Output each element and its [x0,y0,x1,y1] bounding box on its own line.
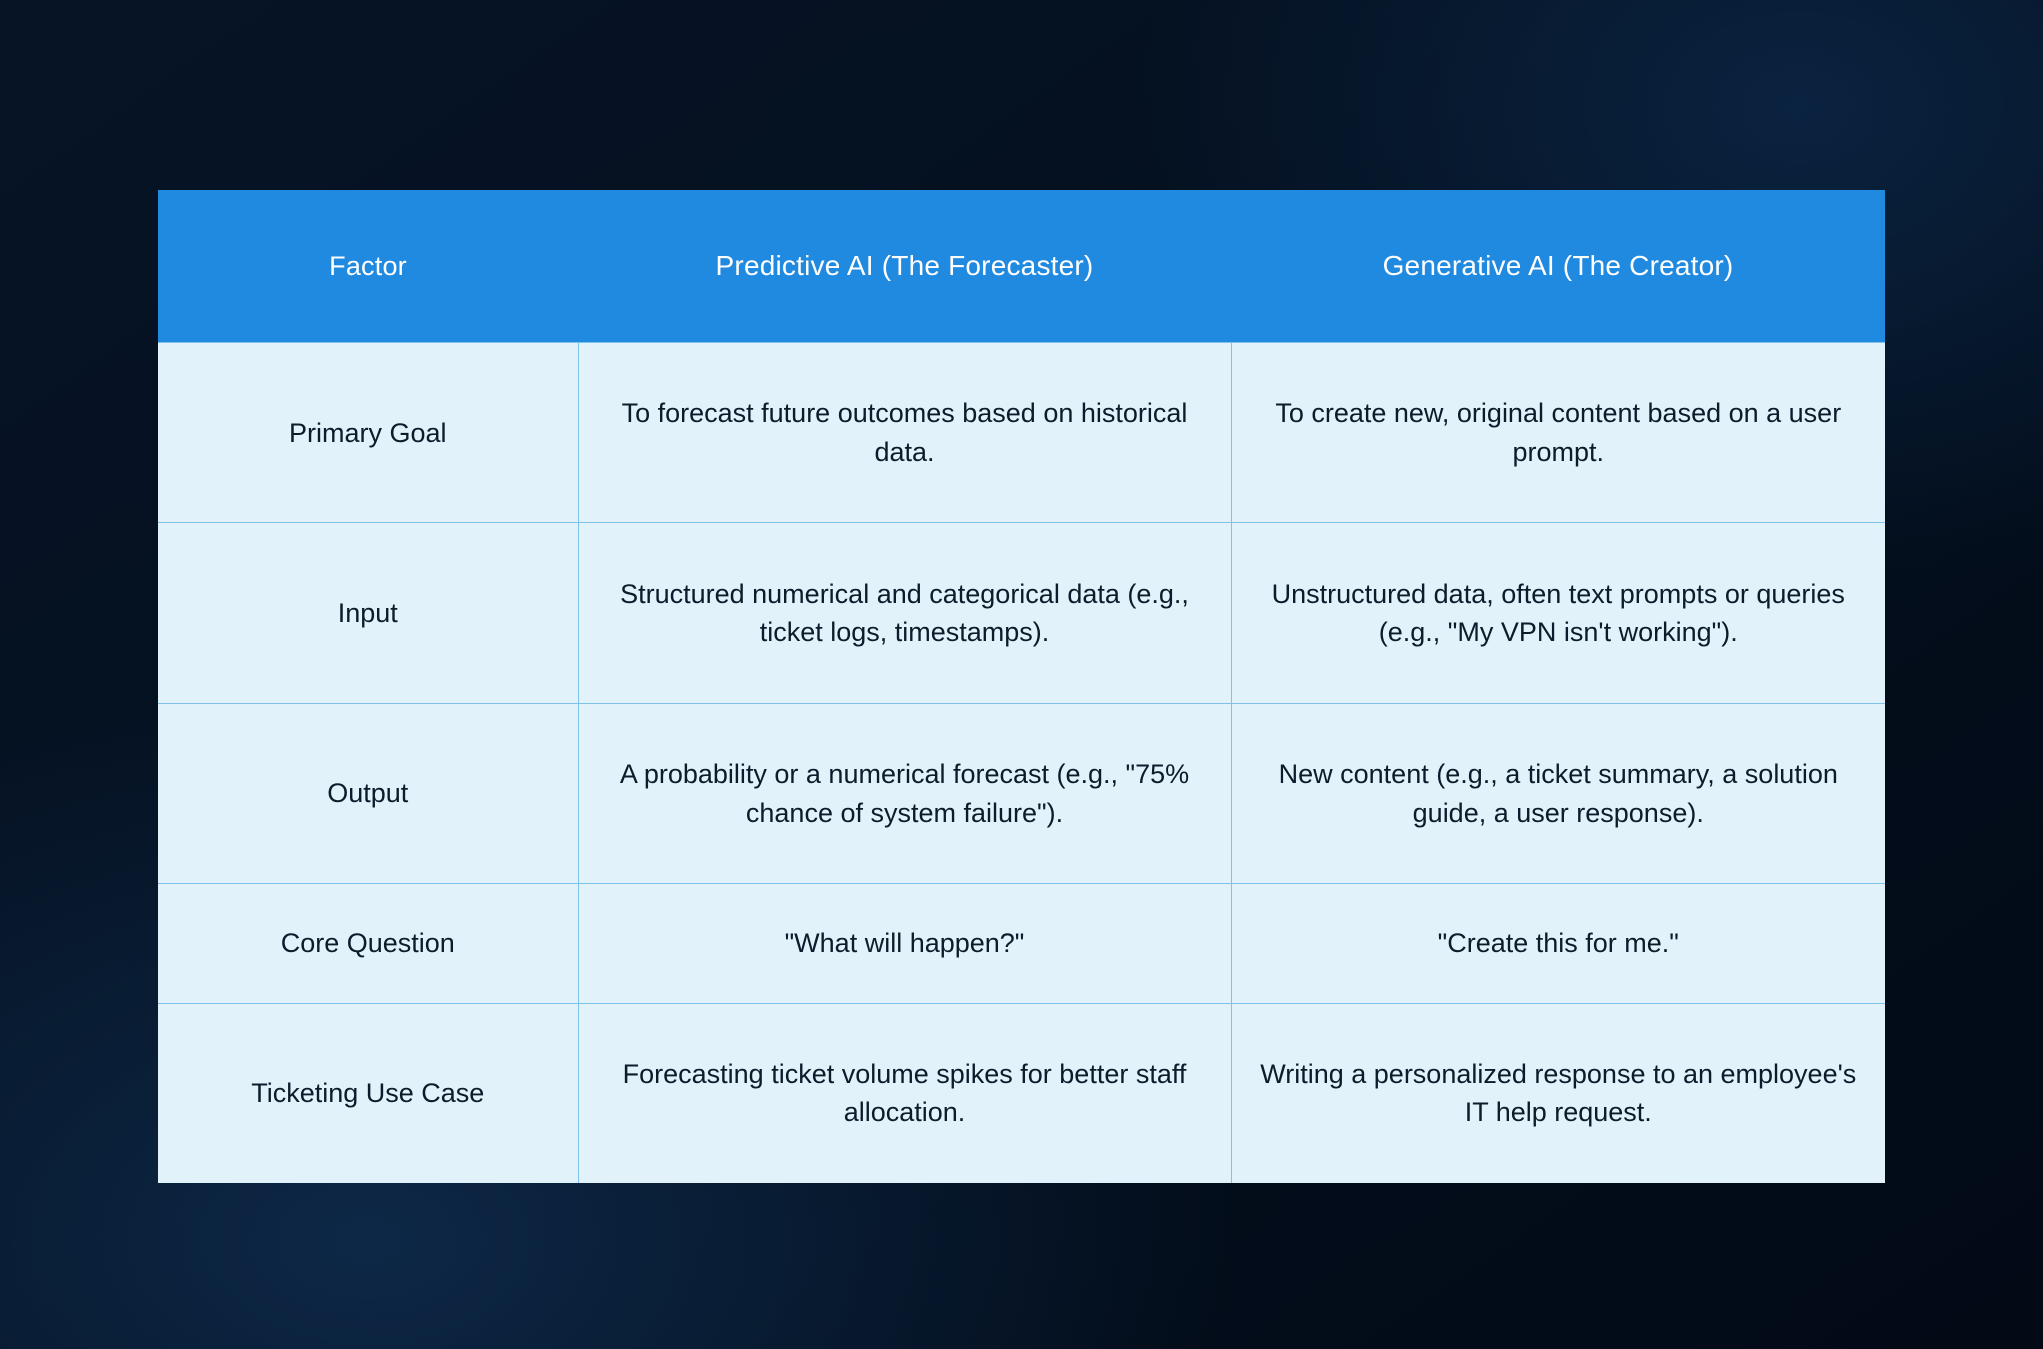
cell-predictive: "What will happen?" [578,884,1231,1004]
table-row [158,884,1885,1004]
column-header-factor: Factor [158,190,578,343]
cell-generative: Unstructured data, often text prompts or queries (e.g., "My VPN isn't working"). [1231,523,1885,703]
column-header-predictive-ai: Predictive AI (The Forecaster) [578,190,1231,343]
table-row [158,343,1885,523]
column-header-generative-ai: Generative AI (The Creator) [1231,190,1885,343]
cell-factor: Primary Goal [158,343,578,523]
comparison-table [158,190,1885,1183]
cell-factor: Core Question [158,884,578,1004]
cell-predictive: To forecast future outcomes based on historical data. [578,343,1231,523]
table-row [158,703,1885,883]
cell-factor: Ticketing Use Case [158,1003,578,1183]
cell-generative: To create new, original content based on a user prompt. [1231,343,1885,523]
cell-predictive: Structured numerical and categorical data (e.g., ticket logs, timestamps). [578,523,1231,703]
table-row [158,1003,1885,1183]
cell-factor: Output [158,703,578,883]
cell-factor: Input [158,523,578,703]
comparison-table-container [158,190,1885,1183]
cell-generative: "Create this for me." [1231,884,1885,1004]
cell-generative: New content (e.g., a ticket summary, a solution guide, a user response). [1231,703,1885,883]
table-header [158,190,1885,343]
cell-predictive: A probability or a numerical forecast (e.g., "75% chance of system failure"). [578,703,1231,883]
cell-predictive: Forecasting ticket volume spikes for better staff allocation. [578,1003,1231,1183]
table-row [158,523,1885,703]
table-body [158,343,1885,1184]
cell-generative: Writing a personalized response to an employee's IT help request. [1231,1003,1885,1183]
table-header-row [158,190,1885,343]
